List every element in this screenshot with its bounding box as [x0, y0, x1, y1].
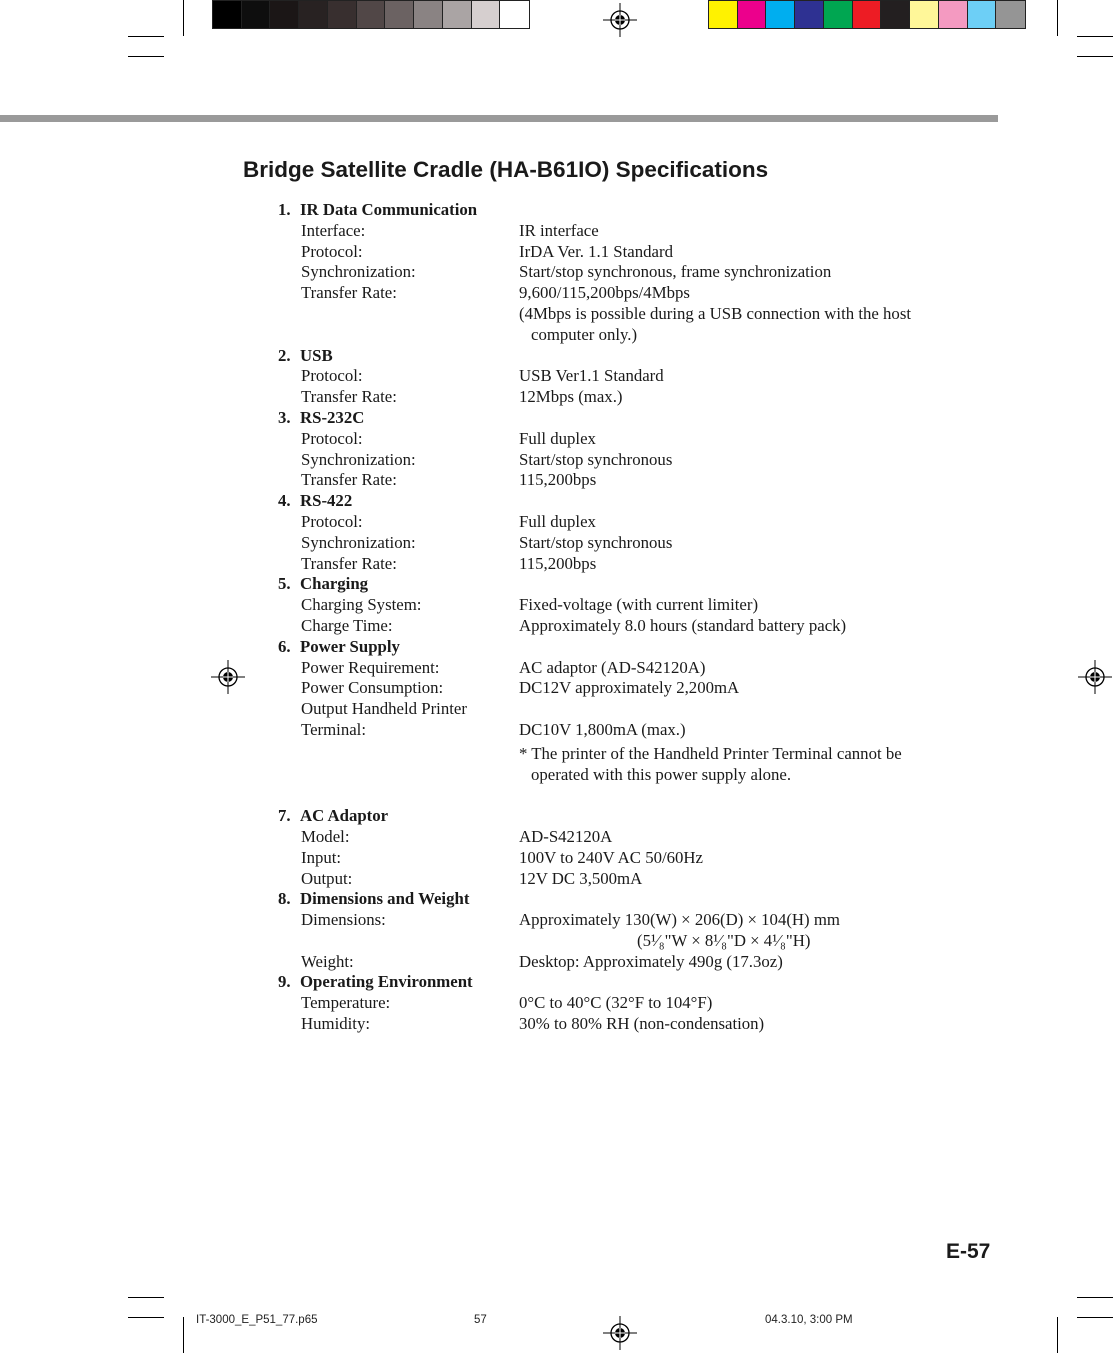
crop-mark [128, 56, 164, 57]
spec-line [278, 785, 998, 806]
spec-line [278, 699, 998, 720]
spec-line [278, 429, 998, 450]
crop-mark [1077, 56, 1113, 57]
spec-value: 12V DC 3,500mA [519, 868, 643, 888]
section-heading: RS-422 [300, 491, 353, 511]
color-swatch [270, 1, 299, 28]
color-swatch [500, 1, 529, 28]
section-number: 7. [278, 806, 291, 826]
registration-mark-icon [603, 3, 637, 37]
spec-value: USB Ver1.1 Standard [519, 366, 664, 386]
spec-value: AD-S42120A [519, 826, 613, 846]
section-number: 8. [278, 889, 291, 909]
spec-label: Transfer Rate: [301, 283, 397, 303]
section-heading-line [278, 574, 998, 595]
spec-line [278, 827, 998, 848]
spec-value: 100V to 240V AC 50/60Hz [519, 847, 703, 867]
section-heading-line [278, 806, 998, 827]
spec-label: Transfer Rate: [301, 387, 397, 407]
spec-line [278, 910, 998, 931]
color-swatch [910, 1, 939, 28]
section-heading: Dimensions and Weight [300, 889, 470, 909]
spec-value: 0°C to 40°C (32°F to 104°F) [519, 993, 713, 1013]
section-number: 2. [278, 345, 291, 365]
spec-label: Synchronization: [301, 449, 416, 469]
spec-line [278, 304, 998, 325]
spec-value: 12Mbps (max.) [519, 387, 623, 407]
color-swatch [472, 1, 501, 28]
color-swatch [357, 1, 386, 28]
spec-label: Interface: [301, 220, 366, 240]
spec-line [278, 533, 998, 554]
spec-line [278, 993, 998, 1014]
process-color-bar [708, 0, 1026, 29]
crop-mark [1057, 1317, 1058, 1353]
spec-line [278, 765, 998, 786]
section-number: 1. [278, 200, 291, 219]
spec-line [278, 931, 998, 952]
spec-label: Power Consumption: [301, 678, 444, 698]
spec-value: Full duplex [519, 511, 596, 531]
spec-line [278, 262, 998, 283]
color-swatch [968, 1, 997, 28]
spec-value: IrDA Ver. 1.1 Standard [519, 241, 673, 261]
spec-label: Protocol: [301, 366, 363, 386]
spec-label: Dimensions: [301, 910, 386, 930]
spec-value: Start/stop synchronous, frame synchronization [519, 262, 832, 282]
section-heading: Power Supply [300, 636, 400, 656]
color-swatch [766, 1, 795, 28]
spec-line [278, 450, 998, 471]
spec-line [278, 221, 998, 242]
section-heading-line [278, 408, 998, 429]
section-heading: IR Data Communication [300, 200, 478, 219]
spec-line [278, 283, 998, 304]
footer-filename: IT-3000_E_P51_77.p65 [196, 1314, 318, 1326]
crop-mark [1077, 1317, 1113, 1318]
spec-label: Transfer Rate: [301, 470, 397, 490]
section-number: 3. [278, 407, 291, 427]
section-heading: Charging [300, 574, 369, 594]
section-heading-line [278, 491, 998, 512]
spec-line [278, 744, 998, 765]
spec-label: Output Handheld Printer [301, 699, 467, 719]
footer-date: 04.3.10, 3:00 PM [765, 1314, 853, 1326]
spec-line [278, 387, 998, 408]
spec-label: Charge Time: [301, 615, 393, 635]
spec-label: Protocol: [301, 428, 363, 448]
crop-mark [1077, 36, 1113, 37]
page-number: E-57 [946, 1240, 991, 1263]
spec-label: Protocol: [301, 241, 363, 261]
spec-line [278, 242, 998, 263]
spec-value: AC adaptor (AD-S42120A) [519, 657, 706, 677]
registration-mark-icon [211, 660, 245, 694]
spec-line [278, 554, 998, 575]
crop-mark [128, 1317, 164, 1318]
color-swatch [881, 1, 910, 28]
section-number: 4. [278, 491, 291, 511]
section-heading-line [278, 972, 998, 993]
spec-line [278, 616, 998, 637]
spec-value: 30% to 80% RH (non-condensation) [519, 1014, 765, 1034]
spec-value: 115,200bps [519, 470, 597, 490]
spec-line [278, 325, 998, 346]
spec-note: computer only.) [531, 324, 638, 344]
spec-line [278, 720, 998, 744]
spec-label: Weight: [301, 951, 354, 971]
spec-note: * The printer of the Handheld Printer Terminal cannot be [519, 743, 902, 763]
spec-value: Fixed-voltage (with current limiter) [519, 595, 759, 615]
spec-line [278, 595, 998, 616]
page-title: Bridge Satellite Cradle (HA-B61IO) Specifications [243, 157, 769, 182]
crop-mark [183, 0, 184, 36]
color-swatch [328, 1, 357, 28]
color-swatch [213, 1, 242, 28]
section-heading: USB [300, 345, 333, 365]
spec-label: Model: [301, 826, 350, 846]
spec-value: 9,600/115,200bps/4Mbps [519, 283, 690, 303]
spec-line [278, 512, 998, 533]
spec-label: Terminal: [301, 719, 366, 739]
section-heading-line [278, 346, 998, 367]
spec-label: Synchronization: [301, 262, 416, 282]
spec-value: Start/stop synchronous [519, 532, 673, 552]
spec-label: Protocol: [301, 511, 363, 531]
section-heading-line [278, 637, 998, 658]
crop-mark [128, 1297, 164, 1298]
color-swatch [795, 1, 824, 28]
spec-line [278, 869, 998, 890]
section-heading: AC Adaptor [300, 806, 389, 826]
spec-value: DC12V approximately 2,200mA [519, 678, 740, 698]
color-swatch [996, 1, 1025, 28]
header-rule [0, 115, 998, 122]
spec-label: Output: [301, 868, 353, 888]
color-swatch [242, 1, 271, 28]
section-heading: RS-232C [300, 407, 365, 427]
spec-note: (4Mbps is possible during a USB connection with the host [519, 303, 912, 323]
spec-label: Charging System: [301, 595, 422, 615]
spec-label: Transfer Rate: [301, 553, 397, 573]
spec-line [278, 1014, 998, 1035]
section-number: 6. [278, 636, 291, 656]
spec-value: DC10V 1,800mA (max.) [519, 719, 686, 739]
spec-line [278, 848, 998, 869]
spec-label: Humidity: [301, 1014, 370, 1034]
color-swatch [709, 1, 738, 28]
color-swatch [939, 1, 968, 28]
crop-mark [128, 36, 164, 37]
spec-label: Power Requirement: [301, 657, 440, 677]
color-swatch [414, 1, 443, 28]
spec-value: Approximately 8.0 hours (standard battery pack) [519, 615, 847, 635]
spec-value: Start/stop synchronous [519, 449, 673, 469]
registration-mark-icon [1078, 660, 1112, 694]
crop-mark [1077, 1297, 1113, 1298]
spec-line [278, 658, 998, 679]
spec-label: Synchronization: [301, 532, 416, 552]
spec-value: (5¹⁄₈"W × 8¹⁄₈"D × 4¹⁄₈"H) [637, 930, 811, 950]
spec-value: IR interface [519, 220, 599, 240]
color-swatch [443, 1, 472, 28]
section-heading-line [278, 200, 998, 221]
spec-note: operated with this power supply alone. [531, 764, 792, 784]
crop-mark [183, 1317, 184, 1353]
color-swatch [299, 1, 328, 28]
registration-mark-icon [603, 1316, 637, 1350]
color-swatch [738, 1, 767, 28]
footer-page: 57 [474, 1314, 487, 1326]
specification-list [278, 200, 998, 1035]
spec-line [278, 470, 998, 491]
color-swatch [385, 1, 414, 28]
grayscale-color-bar [212, 0, 530, 29]
spec-value: 115,200bps [519, 553, 597, 573]
section-heading-line [278, 889, 998, 910]
spec-label: Input: [301, 847, 342, 867]
spec-line [278, 678, 998, 699]
spec-value: Desktop: Approximately 490g (17.3oz) [519, 951, 783, 971]
spec-value: Full duplex [519, 428, 596, 448]
spec-line [278, 952, 998, 973]
section-heading: Operating Environment [300, 972, 473, 992]
crop-mark [1057, 0, 1058, 36]
spec-line [278, 366, 998, 387]
section-number: 9. [278, 972, 291, 992]
spec-label: Temperature: [301, 993, 391, 1013]
section-number: 5. [278, 574, 291, 594]
color-swatch [853, 1, 882, 28]
spec-value: Approximately 130(W) × 206(D) × 104(H) mm [519, 910, 840, 930]
color-swatch [824, 1, 853, 28]
